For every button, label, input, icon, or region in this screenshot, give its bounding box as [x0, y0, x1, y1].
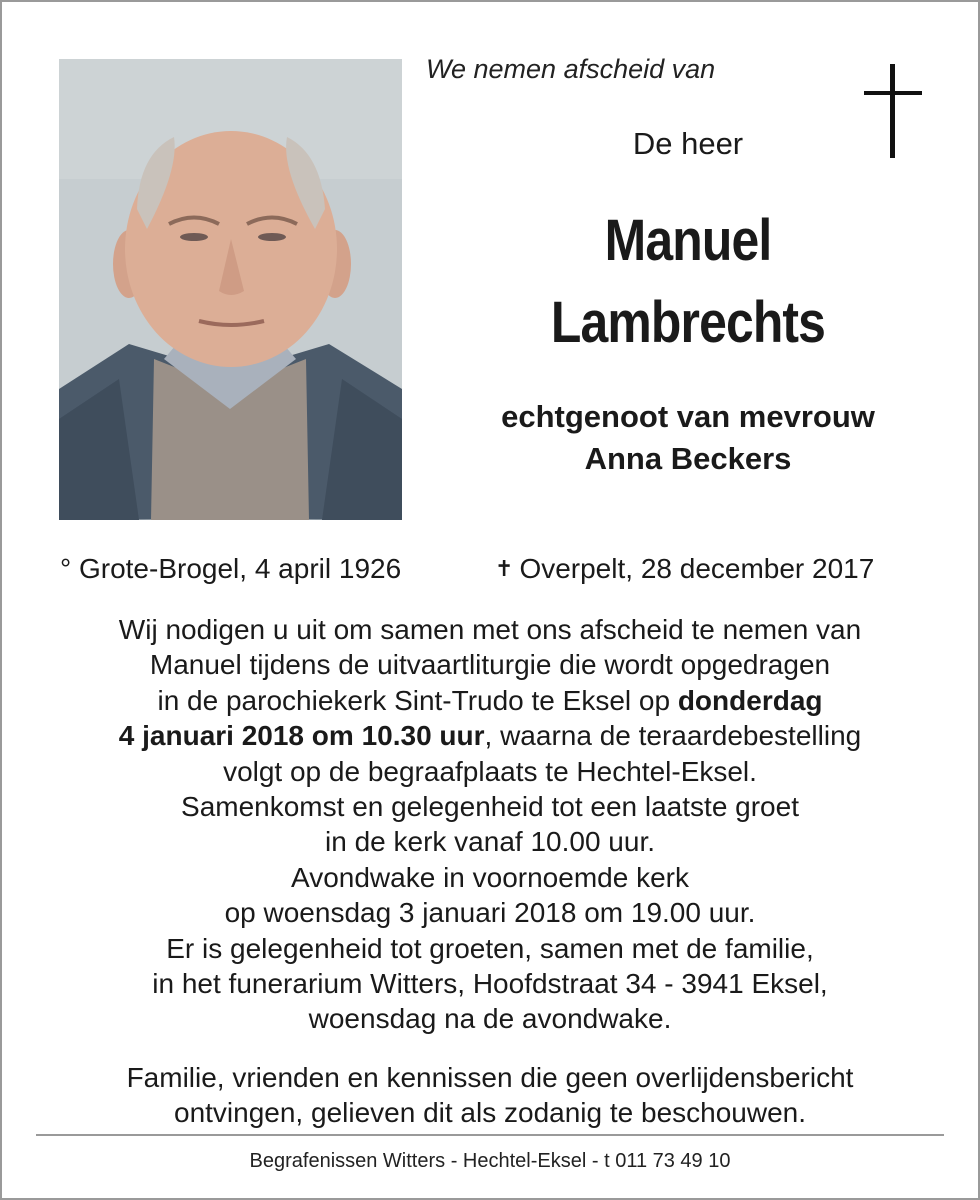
invitation-line: in het funerarium Witters, Hoofdstraat 34 - 3941 Eksel,	[152, 968, 828, 1000]
deceased-name	[449, 200, 927, 364]
invitation-line: Er is gelegenheid tot groeten, samen met de familie,	[166, 932, 814, 964]
invitation-line: volgt op de begraafplaats te Hechtel-Eksel.	[223, 755, 757, 787]
death-date-line	[495, 553, 874, 585]
invitation-line: Avondwake in voornoemde kerk	[291, 861, 689, 893]
invitation-line: Samenkomst en gelegenheid tot een laatste groet	[181, 791, 799, 823]
birth-date: ° Grote-Brogel, 4 april 1926	[60, 553, 402, 584]
spouse-info	[410, 396, 966, 480]
salutation: De heer	[632, 126, 744, 161]
first-name: Manuel	[604, 208, 772, 273]
invitation-line	[30, 718, 950, 753]
closing-line: ontvingen, gelieven dit als zodanig te beschouwen.	[174, 1097, 806, 1129]
funeral-day: donderdag	[677, 684, 823, 716]
portrait-photo	[59, 59, 402, 520]
funeral-date-time: 4 januari 2018 om 10.30 uur	[118, 720, 485, 752]
death-cross-icon: ✝	[495, 556, 514, 581]
death-date: Overpelt, 28 december 2017	[519, 553, 875, 584]
footer-divider	[36, 1134, 944, 1136]
invitation-line	[30, 683, 950, 718]
invitation-line: woensdag na de avondwake.	[308, 1003, 672, 1035]
spouse-line-1: echtgenoot van mevrouw	[501, 399, 875, 434]
invitation-line: op woensdag 3 januari 2018 om 19.00 uur.	[224, 897, 756, 929]
last-name: Lambrechts	[550, 290, 826, 355]
invitation-line: Wij nodigen u uit om samen met ons afscheid te nemen van	[118, 614, 862, 645]
invitation-line-part: in de parochiekerk Sint-Trudo te Eksel op	[157, 684, 678, 716]
spouse-name: Anna Beckers	[584, 441, 792, 476]
invitation-line: Manuel tijdens de uitvaartliturgie die wordt opgedragen	[149, 649, 831, 681]
invitation-text	[30, 612, 950, 1037]
footer-funeral-home: Begrafenissen Witters - Hechtel-Eksel - t 011 73 49 10	[249, 1150, 731, 1172]
intro-text: We nemen afscheid van	[426, 54, 716, 84]
invitation-line: in de kerk vanaf 10.00 uur.	[325, 826, 655, 858]
closing-text	[30, 1060, 950, 1131]
invitation-line-part: , waarna de teraardebestelling	[484, 720, 862, 752]
closing-line: Familie, vrienden en kennissen die geen overlijdensbericht	[126, 1062, 854, 1093]
